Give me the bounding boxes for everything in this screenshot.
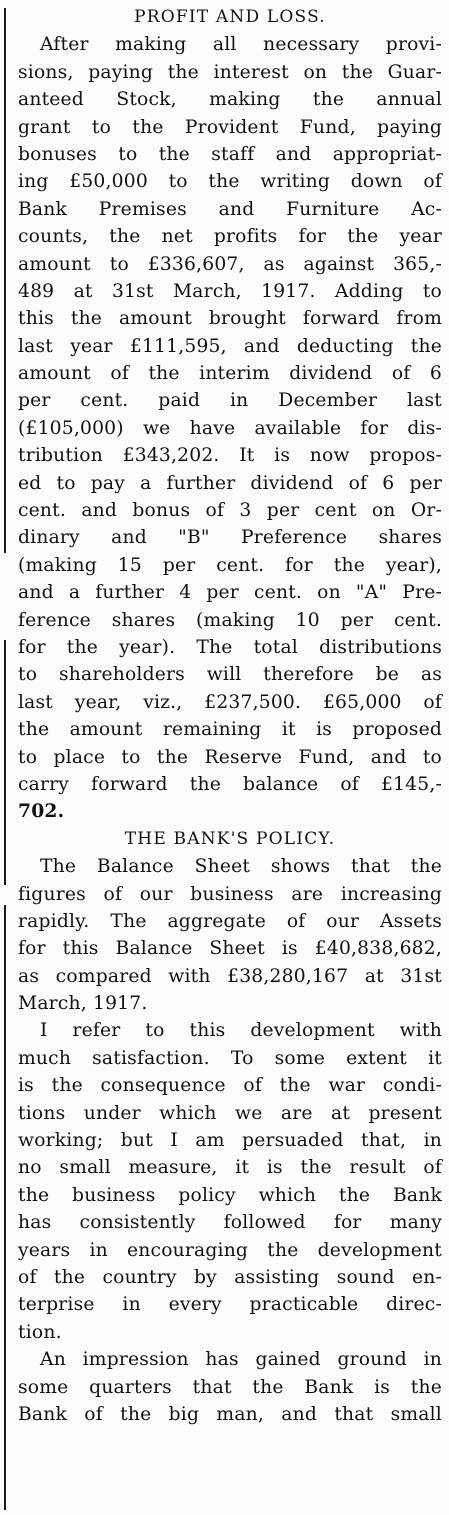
text-line: to shareholders will therefore be as (18, 664, 442, 686)
text-line: as compared with £38,280,167 at 31st (18, 965, 442, 987)
text-line: 702. (18, 800, 65, 823)
section-heading-profit-and-loss: PROFIT AND LOSS. (134, 7, 326, 27)
paragraph-development (18, 1017, 442, 1346)
text-line: for the year). The total distributions (18, 636, 442, 658)
text-line: has consistently followed for many (18, 1212, 442, 1234)
text-line: this the amount brought forward from (18, 308, 442, 330)
text-line: (£105,000) we have available for dis- (18, 417, 442, 439)
text-line: is the consequence of the war condi- (18, 1075, 442, 1097)
text-line: An impression has gained ground in (40, 1349, 442, 1371)
text-line: I refer to this development with (40, 1020, 442, 1042)
text-line: ing £50,000 to the writing down of (18, 171, 442, 193)
text-line: grant to the Provident Fund, paying (18, 116, 442, 138)
text-line: of the country by assisting sound en- (18, 1266, 442, 1288)
text-line: the amount remaining it is proposed (18, 719, 442, 741)
column-rule-top (4, 8, 6, 553)
text-line: dinary and "B" Preference shares (18, 527, 442, 549)
text-line: the business policy which the Bank (18, 1184, 442, 1206)
text-line: amount to £336,607, as against 365,- (18, 253, 442, 275)
text-line: The Balance Sheet shows that the (40, 856, 442, 878)
paragraph-profit-and-loss (18, 31, 442, 825)
text-line: last year £111,595, and deducting the (18, 335, 442, 357)
section-profit-and-loss (18, 4, 442, 826)
text-line: last year, viz., £237,500. £65,000 of (18, 691, 442, 713)
text-line: ference shares (making 10 per cent. (18, 609, 442, 631)
paragraph-balance-sheet (18, 853, 442, 1017)
text-line: no small measure, it is the result of (18, 1157, 442, 1179)
text-line: counts, the net profits for the year (18, 226, 442, 248)
text-line: terprise in every practicable direc- (18, 1294, 442, 1316)
article-column (18, 4, 442, 1428)
column-rule-bottom (4, 905, 6, 1510)
text-line: carry forward the balance of £145,- (18, 773, 442, 795)
text-line: much satisfaction. To some extent it (18, 1047, 442, 1069)
text-line: sions, paying the interest on the Guar- (18, 61, 442, 83)
text-line: Bank of the big man, and that small (18, 1403, 442, 1425)
text-line: tribution £343,202. It is now propos- (18, 445, 442, 467)
text-line: tions under which we are at present (18, 1102, 442, 1124)
text-line: per cent. paid in December last (18, 390, 442, 412)
text-line: Bank Premises and Furniture Ac- (18, 198, 442, 220)
text-line: tion. (18, 1321, 62, 1343)
text-line: some quarters that the Bank is the (18, 1376, 442, 1398)
section-heading-banks-policy: THE BANK'S POLICY. (124, 828, 336, 849)
text-line: (making 15 per cent. for the year), (18, 554, 442, 576)
text-line: and a further 4 per cent. on "A" Pre- (18, 582, 442, 604)
text-line: amount of the interim dividend of 6 (18, 363, 442, 385)
text-line: to place to the Reserve Fund, and to (18, 746, 442, 768)
paragraph-impression (18, 1346, 442, 1428)
text-line: anteed Stock, making the annual (18, 89, 442, 111)
column-rule-middle (4, 640, 6, 885)
text-line: years in encouraging the development (18, 1239, 442, 1261)
section-banks-policy (18, 826, 442, 1429)
text-line: working; but I am persuaded that, in (18, 1130, 442, 1152)
text-line: ed to pay a further dividend of 6 per (18, 472, 442, 494)
text-line: 489 at 31st March, 1917. Adding to (18, 280, 442, 302)
text-line: bonuses to the staff and appropriat- (18, 143, 442, 165)
text-line: for this Balance Sheet is £40,838,682, (18, 938, 442, 960)
text-line: figures of our business are increasing (18, 883, 442, 905)
text-line: March, 1917. (18, 993, 148, 1015)
text-line: rapidly. The aggregate of our Assets (18, 910, 442, 932)
text-line: cent. and bonus of 3 per cent on Or- (18, 500, 442, 522)
text-line: After making all necessary provi- (40, 34, 442, 56)
